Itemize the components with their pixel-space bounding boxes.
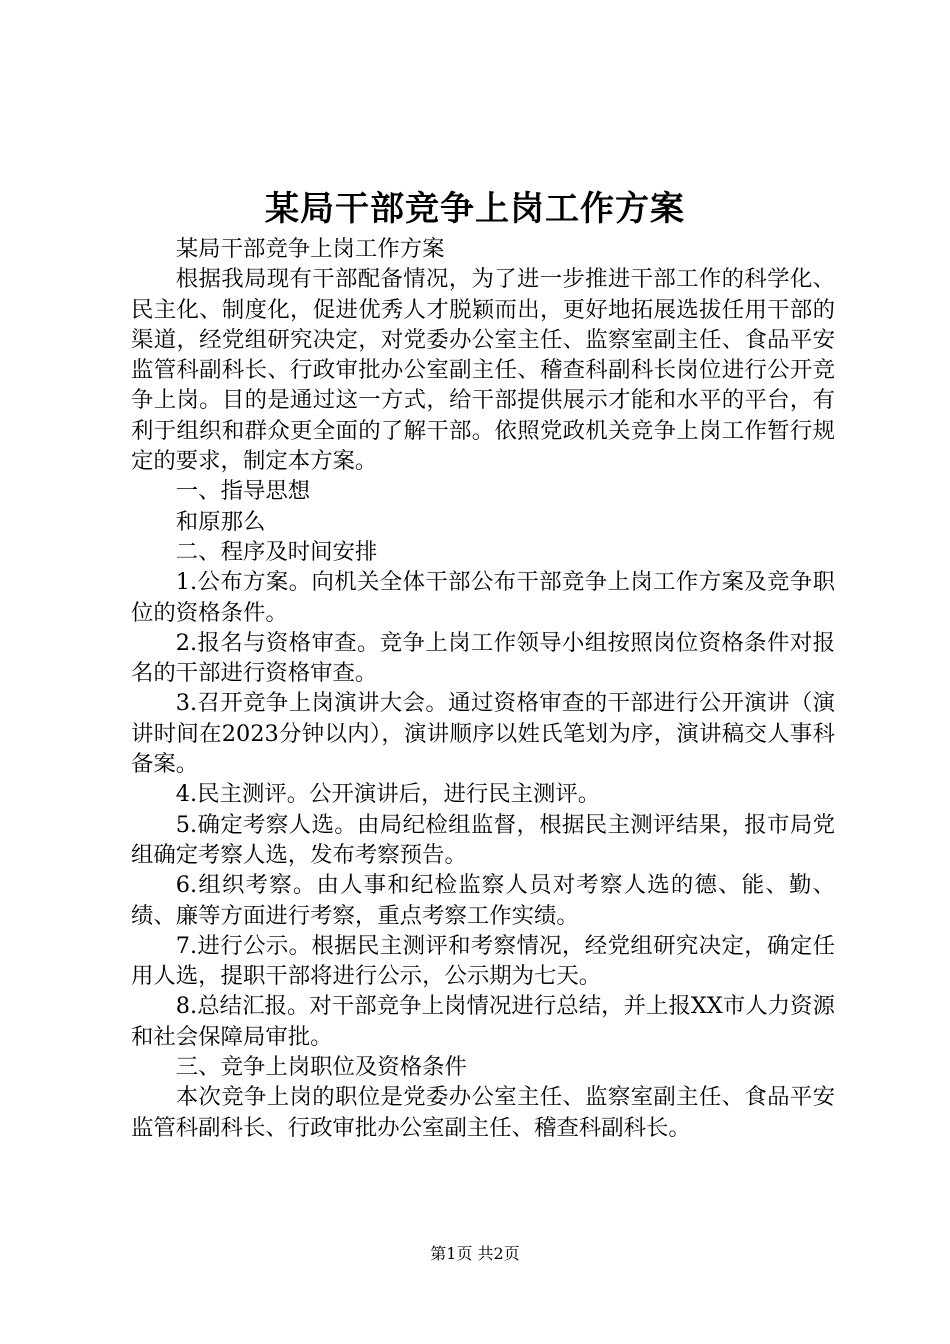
section-heading-procedure: 二、程序及时间安排 — [175, 538, 378, 565]
list-item-7: 7.进行公示。根据民主测评和考察情况，经党组研究决定，确定任用人选，提职干部将进行公示，公示期为七天。 — [131, 932, 835, 990]
list-item-2: 2.报名与资格审查。竞争上岗工作领导小组按照岗位资格条件对报名的干部进行资格审查。 — [131, 629, 835, 687]
list-item-4: 4.民主测评。公开演讲后，进行民主测评。 — [175, 781, 601, 808]
section-heading-guiding-thought: 一、指导思想 — [175, 478, 311, 505]
list-item-1: 1.公布方案。向机关全体干部公布干部竞争上岗工作方案及竞争职位的资格条件。 — [131, 569, 835, 626]
list-item-6: 6.组织考察。由人事和纪检监察人员对考察人选的德、能、勤、绩、廉等方面进行考察，重点考察工作实绩。 — [131, 872, 835, 929]
document-body — [131, 234, 835, 1143]
paragraph-intro: 根据我局现有干部配备情况，为了进一步推进干部工作的科学化、民主化、制度化，促进优秀人才脱颖而出，更好地拓展选拔任用干部的渠道，经党组研究决定，对党委办公室主任、监察室副主任、食品平安监管科副科长、行政审批办公室副主任、稽查科副科长岗位进行公开竞争上岗。目的是通过这一方式，给干部提供展示才能和水平的平台，有利于组织和群众更全面的了解干部。依照党政机关竞争上岗工作暂行规定的要求，制定本方案。 — [131, 266, 835, 475]
page-number-footer: 第1页 共2页 — [430, 1244, 520, 1263]
paragraph-principles: 和原那么 — [175, 508, 266, 535]
list-item-8: 8.总结汇报。对干部竞争上岗情况进行总结，并上报XX市人力资源和社会保障局审批。 — [131, 993, 835, 1050]
paragraph-positions: 本次竞争上岗的职位是党委办公室主任、监察室副主任、食品平安监管科副科长、行政审批办公室副主任、稽查科副科长。 — [131, 1084, 835, 1141]
list-item-3: 3.召开竞争上岗演讲大会。通过资格审查的干部进行公开演讲（演讲时间在2023分钟以内），演讲顺序以姓氏笔划为序，演讲稿交人事科备案。 — [131, 690, 835, 778]
document-title: 某局干部竞争上岗工作方案 — [265, 189, 685, 229]
list-item-5: 5.确定考察人选。由局纪检组监督，根据民主测评结果，报市局党组确定考察人选，发布考察预告。 — [131, 811, 835, 868]
section-heading-positions: 三、竞争上岗职位及资格条件 — [175, 1054, 467, 1081]
paragraph-subtitle: 某局干部竞争上岗工作方案 — [175, 236, 445, 262]
